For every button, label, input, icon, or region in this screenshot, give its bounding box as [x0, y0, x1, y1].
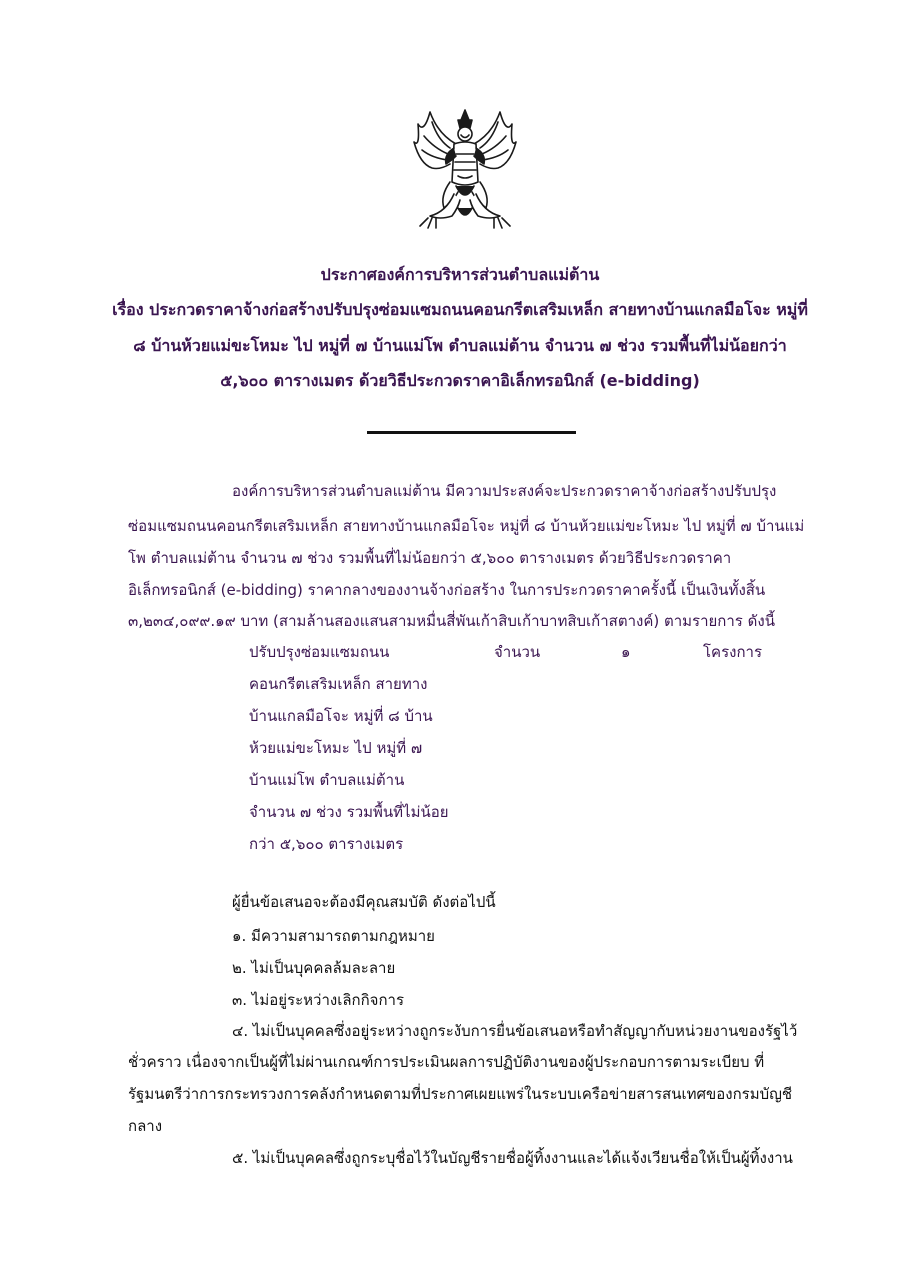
title-divider	[367, 431, 576, 434]
item-description-line-1: ปรับปรุงซ่อมแซมถนน	[249, 643, 390, 661]
garuda-emblem-icon	[410, 104, 520, 232]
qualification-line-4: ๔. ไม่เป็นบุคคลซึ่งอยู่ระหว่างถูกระงับการยื่นข้อเสนอหรือทำสัญญากับหน่วยงานของรัฐไว้	[232, 1022, 798, 1040]
item-description-line-3: บ้านแกลมือโจะ หมู่ที่ ๘ บ้าน	[249, 707, 433, 725]
announcement-title: ประกาศองค์การบริหารส่วนตำบลแม่ต้าน	[320, 265, 600, 284]
body-line-1: องค์การบริหารส่วนตำบลแม่ต้าน มีความประสงค์จะประกวดราคาจ้างก่อสร้างปรับปรุง	[232, 482, 777, 500]
qualification-line-1: ๑. มีความสามารถตามกฎหมาย	[232, 927, 435, 945]
subject-line-1: เรื่อง ประกวดราคาจ้างก่อสร้างปรับปรุงซ่อมแซมถนนคอนกรีตเสริมเหล็ก สายทางบ้านแกลมือโจะ หมู่ที่	[112, 300, 808, 319]
body-line-5: ๓,๒๓๔,๐๙๙.๑๙ บาท (สามล้านสองแสนสามหมื่นสี่พันเก้าสิบเก้าบาทสิบเก้าสตางค์) ตามรายการ ดังนี้	[128, 612, 775, 630]
qualification-line-2: ๒. ไม่เป็นบุคคลล้มละลาย	[232, 959, 396, 977]
qualifications-intro: ผู้ยื่นข้อเสนอจะต้องมีคุณสมบัติ ดังต่อไปนี้	[232, 893, 496, 911]
item-quantity: ๑	[621, 643, 631, 661]
item-quantity-label: จำนวน	[494, 643, 541, 661]
item-description-line-7: กว่า ๕,๖๐๐ ตารางเมตร	[249, 835, 404, 853]
body-line-4: อิเล็กทรอนิกส์ (e-bidding) ราคากลางของงานจ้างก่อสร้าง ในการประกวดราคาครั้งนี้ เป็นเงินทั้งสิ้น	[128, 581, 766, 599]
body-line-2: ซ่อมแซมถนนคอนกรีตเสริมเหล็ก สายทางบ้านแกลมือโจะ หมู่ที่ ๘ บ้านห้วยแม่ขะโหมะ ไป หมู่ที่ ๗ บ้านแม่	[128, 517, 805, 535]
body-line-3: โพ ตำบลแม่ต้าน จำนวน ๗ ช่วง รวมพื้นที่ไม่น้อยกว่า ๕,๖๐๐ ตารางเมตร ด้วยวิธีประกวดราคา	[128, 549, 732, 567]
item-description-line-4: ห้วยแม่ขะโหมะ ไป หมู่ที่ ๗	[249, 739, 423, 757]
qualification-line-3: ๓. ไม่อยู่ระหว่างเลิกกิจการ	[232, 991, 405, 1009]
subject-line-3: ๕,๖๐๐ ตารางเมตร ด้วยวิธีประกวดราคาอิเล็กทรอนิกส์ (e-bidding)	[220, 371, 700, 390]
qualification-line-7: กลาง	[128, 1117, 163, 1135]
subject-line-2: ๘ บ้านห้วยแม่ขะโหมะ ไป หมู่ที่ ๗ บ้านแม่โพ ตำบลแม่ต้าน จำนวน ๗ ช่วง รวมพื้นที่ไม่น้อยกว่า	[133, 336, 787, 355]
item-unit: โครงการ	[703, 643, 763, 661]
item-description-line-6: จำนวน ๗ ช่วง รวมพื้นที่ไม่น้อย	[249, 803, 449, 821]
qualification-line-5: ชั่วคราว เนื่องจากเป็นผู้ที่ไม่ผ่านเกณฑ์การประเมินผลการปฏิบัติงานของผู้ประกอบการตามระเบียบ ที่	[128, 1053, 765, 1071]
qualification-line-8: ๕. ไม่เป็นบุคคลซึ่งถูกระบุชื่อไว้ในบัญชีรายชื่อผู้ทิ้งงานและได้แจ้งเวียนชื่อให้เป็นผู้ทิ้งงาน	[232, 1149, 793, 1167]
item-description-line-5: บ้านแม่โพ ตำบลแม่ต้าน	[249, 771, 405, 789]
item-description-line-2: คอนกรีตเสริมเหล็ก สายทาง	[249, 675, 428, 693]
qualification-line-6: รัฐมนตรีว่าการกระทรวงการคลังกำหนดตามที่ประกาศเผยแพร่ในระบบเครือข่ายสารสนเทศของกรมบัญชี	[128, 1085, 793, 1103]
